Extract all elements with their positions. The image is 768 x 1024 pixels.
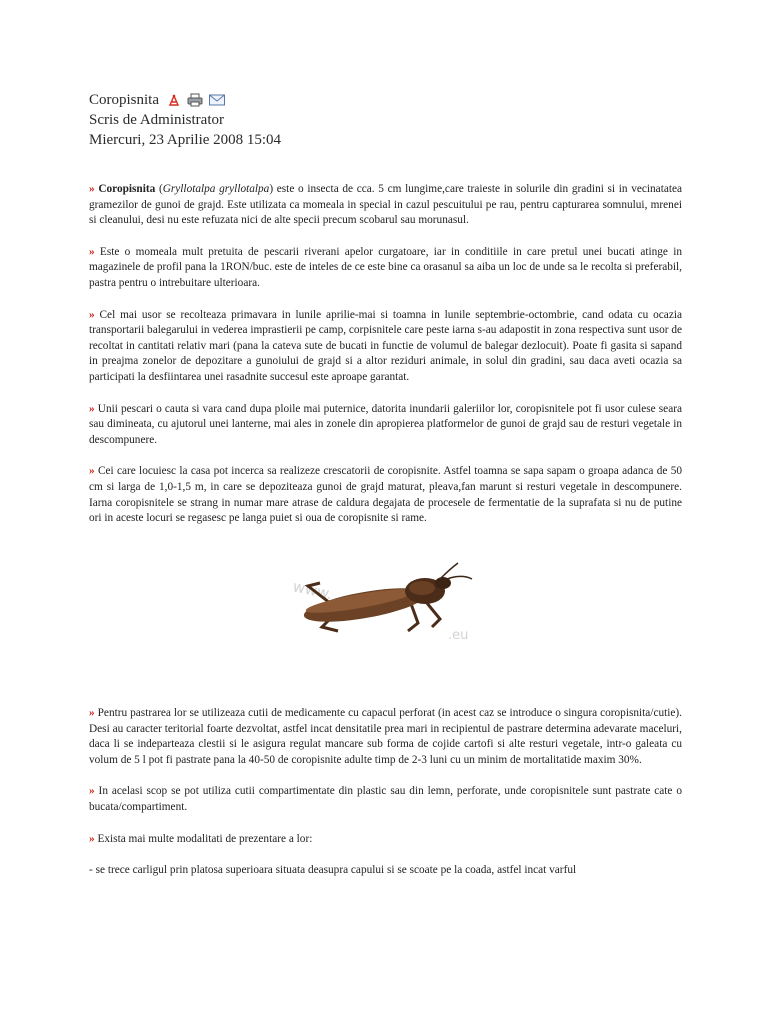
paragraph-marker: »: [89, 183, 95, 195]
print-icon[interactable]: [187, 93, 203, 107]
watermark-right: .eu: [448, 628, 469, 643]
watermark-left: www.: [291, 577, 335, 604]
paragraph-marker: »: [89, 832, 95, 845]
header-icons: [167, 93, 225, 107]
paren-open: (: [155, 183, 163, 195]
paragraph-marker: »: [89, 465, 95, 478]
paragraph-marker: »: [89, 402, 95, 415]
article-title: Coropisnita: [89, 92, 159, 108]
paragraph-7: [89, 784, 682, 815]
mole-cricket-illustration: [290, 561, 480, 646]
mole-cricket-image: [290, 561, 480, 646]
date-line: Miercuri, 23 Aprilie 2008 15:04: [89, 132, 282, 148]
pdf-icon[interactable]: [167, 93, 181, 107]
latin-name: Gryllotalpa gryllotalpa: [162, 183, 270, 195]
article-header: [89, 90, 689, 150]
paragraph-7-text: In acelasi scop se pot utiliza cutii compartimentate din plastic sau din lemn, perforate, unde coropisnitele sunt pastrate cate o bucata/compartiment.: [89, 785, 682, 813]
term-bold: Coropisnita: [98, 183, 156, 195]
paragraph-6-text: Pentru pastrarea lor se utilizeaza cutii de medicamente cu capacul perforat (in acest caz se introduce o singura coropisnita/cutie). Desi au caracter teritorial foarte dezvoltat, astfel incat densitatile prea mari in recipientul de pastrare determina adevarate maceluri, daca li se indeparteaza clestii si le asigura regulat mancare sub forma de cojide cartofi si alte resturi vegetale, intr-o galeata cu volum de 5 l pot fi pastrate pana la 40-50 de coropisnite adulte timp de 2-3 luni cu un minim de mortalitatide maxim 30%.: [89, 707, 682, 766]
paragraph-8: [89, 832, 682, 848]
paragraph-marker: »: [89, 707, 95, 719]
paragraph-9: [89, 863, 682, 879]
paragraph-marker: »: [89, 245, 95, 258]
paragraph-marker: »: [89, 308, 95, 321]
email-icon[interactable]: [209, 94, 225, 106]
author-line: Scris de Administrator: [89, 112, 224, 128]
paragraph-4: [89, 402, 682, 449]
paragraph-2-text: Este o momeala mult pretuita de pescarii riverani apelor curgatoare, iar in conditiile in care pretul unei bucati atinge in magazinele de profil pana la 1RON/buc. este de inteles de ce este bine ca orasanul sa aiba un loc de unde sa le recolta si preferabil, pastra pentru o intrebuitare ulterioara.: [89, 245, 682, 289]
paragraph-8-text: Exista mai multe modalitati de prezentare a lor:: [94, 832, 313, 845]
paragraph-4-text: Unii pescari o cauta si vara cand dupa ploile mai puternice, datorita inundarii galeriilor lor, coropisnitele pot fi usor culese seara sau dimineata, cu ajutorul unei lanterne, mai ales in zonele din apropierea platformelor de gunoi de grajd sau de resturi vegetale in descompunere.: [89, 402, 682, 446]
paragraph-marker: »: [89, 785, 95, 798]
paragraph-3: [89, 308, 682, 386]
paragraph-5-text: Cei care locuiesc la casa pot incerca sa realizeze crescatorii de coropisnite. Astfel toamna se sapa sapam o groapa adanca de 50 cm si larga de 1,0-1,5 m, in care se depoziteaza gunoi de grajd maturat, pleava,fan marunt si resturi vegetale in descompunere. Iarna coropisnitele se strang in numar mare atrase de caldura degajata de procesele de fermentatie de la suprafata si nu de putine ori in aceste locuri se regasesc pe langa puiet si oua de coropisnite si rame.: [89, 465, 682, 525]
paragraph-3-text: Cel mai usor se recolteaza primavara in lunile aprilie-mai si toamna in lunile septembrie-octombrie, cand odata cu ocazia transportarii balegarului in vederea imprastierii pe camp, corpisnitele care peste iarna s-au adapostit in zona respectiva sunt usor de recoltat in cantitati relativ mari (pana la cateva sute de bucati in functie de volumul de balegar dezlocuit). Poate fi gasita si sapand in preajma zonelor de depozitare a gunoiului de grajd si a altor reziduri animale, in solul din gradini, sau daca aveti ocazia sa participati la desfiintarea unei rasadnite succesul este aproape garantat.: [89, 308, 682, 383]
paragraph-2: [89, 245, 682, 292]
paragraph-1: [89, 182, 682, 229]
title-row: [89, 90, 689, 110]
article-body: [89, 182, 682, 527]
paragraph-5: [89, 464, 682, 526]
paragraph-9-text: - se trece carligul prin platosa superioara situata deasupra capului si se scoate pe la coada, astfel incat varful: [89, 864, 577, 877]
article-body-continued: [89, 706, 682, 879]
paragraph-6: [89, 706, 682, 768]
paragraph-1-text: ) este o insecta de cca. 5 cm lungime,care traieste in solurile din gradini si in vecinatatea gramezilor de gunoi de grajd. Este utilizata ca momeala in special in cazul pescuitului pe rau, pentru capturarea somnului, mrenei si cleanului, desi nu este refuzata nici de alte specii precum scobarul sau morunasul.: [89, 183, 683, 227]
